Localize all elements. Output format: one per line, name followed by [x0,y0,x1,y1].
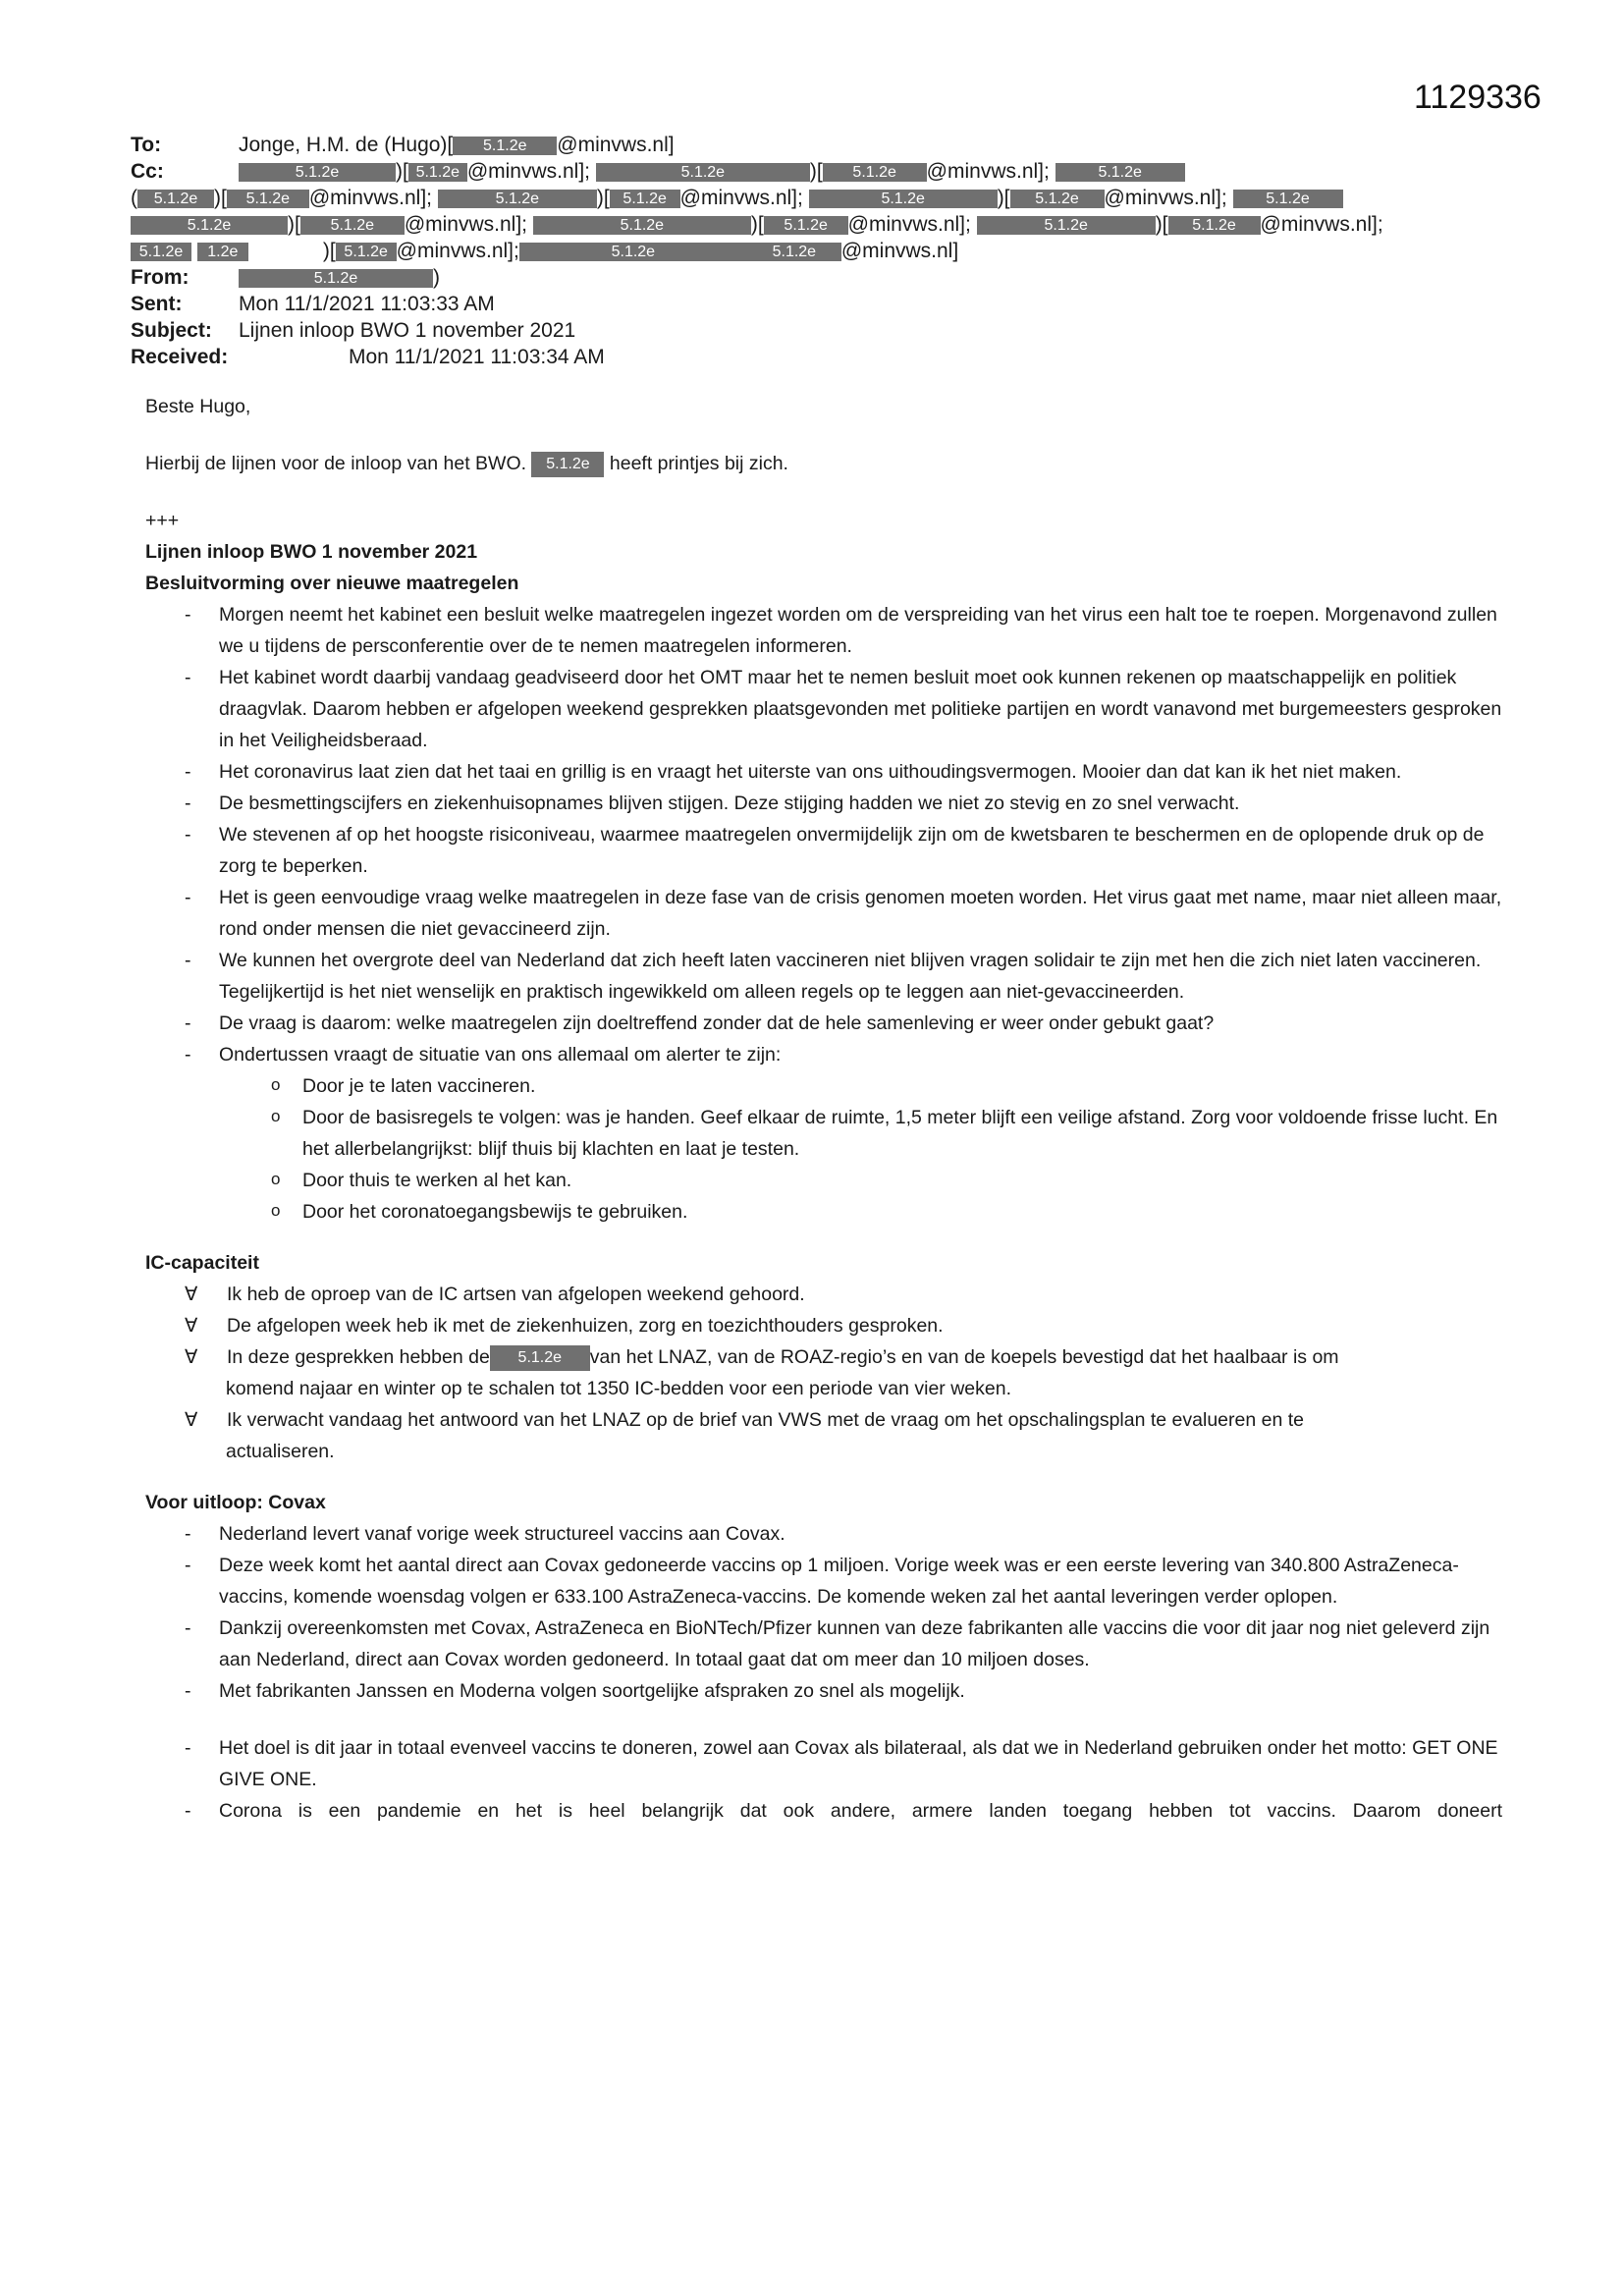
cc-row [131,158,1525,185]
section-heading-ic-capaciteit: IC-capaciteit [145,1252,259,1274]
redaction-block: 5.1.2e [1010,190,1105,208]
received-label: Received: [131,346,229,368]
to-label: To: [131,134,162,156]
redaction-block: 5.1.2e [610,190,680,208]
list-item-continuation: komend najaar en winter op te schalen tot 1350 IC-bedden voor een periode van vier weken. [226,1378,1012,1399]
section3-list-b [145,1732,1502,1827]
section3-list [145,1518,1502,1707]
list-item: - Ondertussen vraagt de situatie van ons allemaal om alerter te zijn: [145,1039,1502,1070]
redaction-block: 1.2e [197,243,248,261]
email-header [131,132,1525,370]
redaction-block: 5.1.2e [1056,163,1185,182]
sub-list-item: o Door je te laten vaccineren. [145,1070,1502,1102]
list-item: - Deze week komt het aantal direct aan Covax gedoneerde vaccins op 1 miljoen. Vorige week was er een eerste levering van 340.800 AstraZeneca-vaccins, komende woensdag volgen er 633.100 AstraZeneca-vaccins. De komende weken zal het aantal leveringen verder oplopen. [145,1550,1502,1613]
cc-label: Cc: [131,160,164,183]
cc-continuation: ( 5.1.2e )[ 5.1.2e @minvws.nl]; 5.1.2e )[ 5.1.2e @minvws.nl]; 5.1.2e )[ 5.1.2e @minvws.nl]; 5.1.2e 5.1.2e )[ 5.1.2e @minvws.nl]; 5.1.2e )[ 5.1.2e @minvws.nl]; 5.1.2e )[ 5.1.2e @minvws.nl]; 5.1.2e 1.2e )[ 5.1.2e @minvws.nl]; 5.1.2e 5.1.2e @minvws.nl] [131,187,1383,262]
section-heading-covax: Voor uitloop: Covax [145,1492,326,1513]
cc-value: 5.1.2e )[ 5.1.2e @minvws.nl]; 5.1.2e )[ 5.1.2e @minvws.nl]; 5.1.2e [239,158,1525,185]
list-item: - Het doel is dit jaar in totaal evenveel vaccins te doneren, zowel aan Covax als bilateraal, als dat we in Nederland gebruiken onder het motto: GET ONE GIVE ONE. [145,1732,1502,1795]
sub-list-item: o Door het coronatoegangsbewijs te gebruiken. [145,1196,1502,1228]
to-value: Jonge, H.M. de (Hugo)[ 5.1.2e @minvws.nl] [239,134,675,156]
received-row [131,344,1525,370]
from-label: From: [131,266,189,289]
document-number: 1129336 [1414,79,1542,116]
list-item: ∀ In deze gesprekken hebben de 5.1.2e van het LNAZ, van de ROAZ-regio’s en van de koepels bevestigd dat het haalbaar is om [145,1341,1502,1373]
list-item: - We stevenen af op het hoogste risiconiveau, waarmee maatregelen onvermijdelijk zijn om de kwetsbaren te beschermen en de oplopende druk op de zorg te beperken. [145,819,1502,882]
redaction-block: 5.1.2e [519,243,747,261]
list-item: ∀ Ik verwacht vandaag het antwoord van het LNAZ op de brief van VWS met de vraag om het opschalingsplan te evalueren en te [145,1404,1502,1436]
greeting: Beste Hugo, [145,396,251,417]
redaction-block: 5.1.2e [1233,190,1343,208]
redaction-block: 5.1.2e [336,243,397,261]
redaction-block: 5.1.2e [131,216,288,235]
list-item: ∀ De afgelopen week heb ik met de ziekenhuizen, zorg en toezichthouders gesproken. [145,1310,1502,1341]
redaction-block: 5.1.2e [823,163,927,182]
redaction-block: 5.1.2e [239,269,433,288]
redaction-block: 5.1.2e [239,163,396,182]
list-item: ∀ Ik heb de oproep van de IC artsen van afgelopen weekend gehoord. [145,1279,1502,1310]
redaction-block: 5.1.2e [809,190,998,208]
received-value: Mon 11/1/2021 11:03:34 AM [349,346,605,368]
list-item: - Morgen neemt het kabinet een besluit welke maatregelen ingezet worden om de verspreiding van het virus een halt toe te roepen. Morgenavond zullen we u tijdens de persconferentie over de te nemen maatregelen informeren. [145,599,1502,662]
redaction-block: 5.1.2e [131,243,191,261]
section1-list [145,599,1502,1070]
intro-paragraph: Hierbij de lijnen voor de inloop van het BWO. 5.1.2e heeft printjes bij zich. [145,448,1502,479]
email-body [145,391,1502,1827]
redaction-block: 5.1.2e [977,216,1156,235]
list-item: - De vraag is daarom: welke maatregelen zijn doeltreffend zonder dat de hele samenleving er weer onder gebukt gaat? [145,1008,1502,1039]
list-item: - Het coronavirus laat zien dat het taai en grillig is en vraagt het uiterste van ons uithoudingsvermogen. Mooier dan dat kan ik het niet maken. [145,756,1502,788]
sub-list-item: o Door de basisregels te volgen: was je handen. Geef elkaar de ruimte, 1,5 meter blijft een veilige afstand. Zorg voor voldoende frisse lucht. En het allerbelangrijkst: blijf thuis bij klachten en laat je testen. [145,1102,1502,1165]
redaction-block: 5.1.2e [531,452,604,477]
redaction-block: 5.1.2e [533,216,751,235]
sent-label: Sent: [131,293,183,315]
list-item: - Het is geen eenvoudige vraag welke maatregelen in deze fase van de crisis genomen moeten worden. Het virus gaat met name, maar niet alleen maar, rond onder mensen die niet gevaccineerd zijn. [145,882,1502,945]
sub-list-item: o Door thuis te werken al het kan. [145,1165,1502,1196]
to-row [131,132,1525,158]
from-value: 5.1.2e ) [239,264,1525,291]
list-item: - Het kabinet wordt daarbij vandaag geadviseerd door het OMT maar het te nemen besluit moet ook kunnen rekenen op maatschappelijk en politiek draagvlak. Daarom hebben er afgelopen weekend gesprekken plaatsgevonden met politieke partijen en wordt vanavond met burgemeesters gesproken in het Veiligheidsberaad. [145,662,1502,756]
list-item: - De besmettingscijfers en ziekenhuisopnames blijven stijgen. Deze stijging hadden we niet zo stevig en zo snel verwacht. [145,788,1502,819]
redaction-block: 5.1.2e [453,137,557,155]
from-row [131,264,1525,291]
subject-label: Subject: [131,319,212,342]
redaction-block: 5.1.2e [227,190,309,208]
subject-value: Lijnen inloop BWO 1 november 2021 [239,319,576,342]
sent-row [131,291,1525,317]
list-item: - We kunnen het overgrote deel van Nederland dat zich heeft laten vaccineren niet blijven vragen solidair te zijn met hen die zich niet laten vaccineren. Tegelijkertijd is het niet wenselijk en praktisch ingewikkeld om alleen regels op te leggen aan niet-gevaccineerden. [145,945,1502,1008]
list-item: - Dankzij overeenkomsten met Covax, AstraZeneca en BioNTech/Pfizer kunnen van deze fabrikanten alle vaccins die voor dit jaar nog niet geleverd zijn aan Nederland, direct aan Covax worden gedoneerd. In totaal gaat dat om meer dan 10 miljoen doses. [145,1613,1502,1675]
sent-value: Mon 11/1/2021 11:03:33 AM [239,293,495,315]
redaction-block: 5.1.2e [747,243,841,261]
list-item-continuation: actualiseren. [226,1441,335,1462]
redaction-block: 5.1.2e [137,190,214,208]
memo-title: Lijnen inloop BWO 1 november 2021 [145,541,478,563]
section2-list [145,1279,1502,1373]
redaction-block: 5.1.2e [408,163,467,182]
redaction-block: 5.1.2e [1168,216,1261,235]
redaction-block: 5.1.2e [596,163,810,182]
redaction-block: 5.1.2e [490,1345,590,1371]
redaction-block: 5.1.2e [438,190,597,208]
list-item: - Corona is een pandemie en het is heel belangrijk dat ook andere, armere landen toegang hebben tot vaccins. Daarom doneert [145,1795,1502,1827]
list-item: - Met fabrikanten Janssen en Moderna volgen soortgelijke afspraken zo snel als mogelijk. [145,1675,1502,1707]
redaction-block: 5.1.2e [764,216,848,235]
separator: +++ [145,510,180,531]
redaction-block: 5.1.2e [300,216,405,235]
section-heading-besluitvorming: Besluitvorming over nieuwe maatregelen [145,573,519,594]
section1-sublist [145,1070,1502,1228]
section2-list-cont [145,1404,1502,1436]
subject-row [131,317,1525,344]
list-item: - Nederland levert vanaf vorige week structureel vaccins aan Covax. [145,1518,1502,1550]
